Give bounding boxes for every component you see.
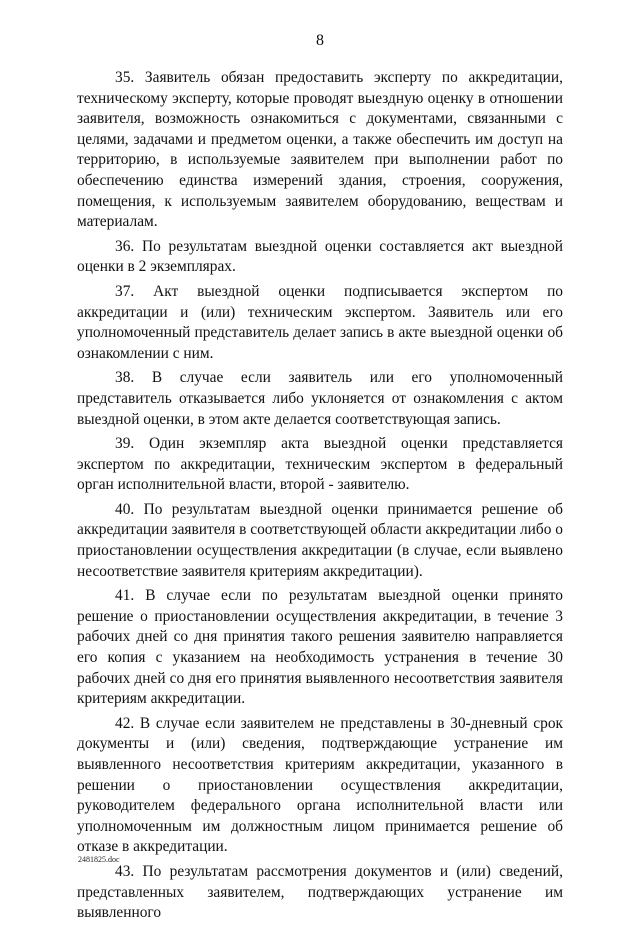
paragraph-43: 43. По результатам рассмотрения документов и (или) сведений, представленных заявителем, подтверждающих устранение им выявленного	[77, 862, 563, 922]
paragraph-38: 38. В случае если заявитель или его уполномоченный представитель отказывается либо уклоняется от ознакомления с актом выездной оценки, в этом акте делается соответствующая запись.	[77, 369, 563, 428]
paragraph-40: 40. По результатам выездной оценки принимается решение об аккредитации заявителя в соответствующей области аккредитации либо о приостановлении осуществления аккредитации (в случае, если выявлено несоответствие заявителя критериям аккредитации).	[77, 500, 563, 580]
page-number: 8	[316, 32, 324, 49]
paragraph-35: 35. Заявитель обязан предоставить эксперту по аккредитации, техническому эксперту, которые проводят выездную оценку в отношении заявителя, возможность ознакомиться с документами, связанными с целями, задачами и предметом оценки, а также обеспечить им доступ на территорию, в используемые заявителем при выполнении работ по обеспечению единства измерений здания, строения, сооружения, помещения, к используемым заявителем оборудованию, веществам и материалам.	[77, 69, 563, 231]
paragraph-39: 39. Один экземпляр акта выездной оценки представляется экспертом по аккредитации, техническим экспертом в федеральный орган исполнительной власти, второй - заявителю.	[77, 435, 563, 494]
file-name-footer: 2481825.doc	[78, 855, 120, 864]
document-body	[77, 68, 563, 928]
paragraph-42: 42. В случае если заявителем не представлены в 30-дневный срок документы и (или) сведения, подтверждающие устранение им выявленного несоответствия критериям аккредитации, указанного в решении о приостановлении осуществления аккредитации, руководителем федерального органа исполнительной власти или уполномоченным им должностным лицом принимается решение об отказе в аккредитации.	[77, 714, 563, 856]
paragraph-37: 37. Акт выездной оценки подписывается экспертом по аккредитации и (или) техническим экспертом. Заявитель или его уполномоченный представитель делает запись в акте выездной оценки об ознакомлении с ним.	[77, 282, 563, 362]
paragraph-36: 36. По результатам выездной оценки составляется акт выездной оценки в 2 экземплярах.	[77, 237, 563, 276]
paragraph-41: 41. В случае если по результатам выездной оценки принято решение о приостановлении осуществления аккредитации, в течение 3 рабочих дней со дня принятия такого решения заявителю направляется его копия с указанием на необходимость устранения в течение 30 рабочих дней со дня его принятия выявленного несоответствия заявителя критериям аккредитации.	[77, 587, 563, 708]
